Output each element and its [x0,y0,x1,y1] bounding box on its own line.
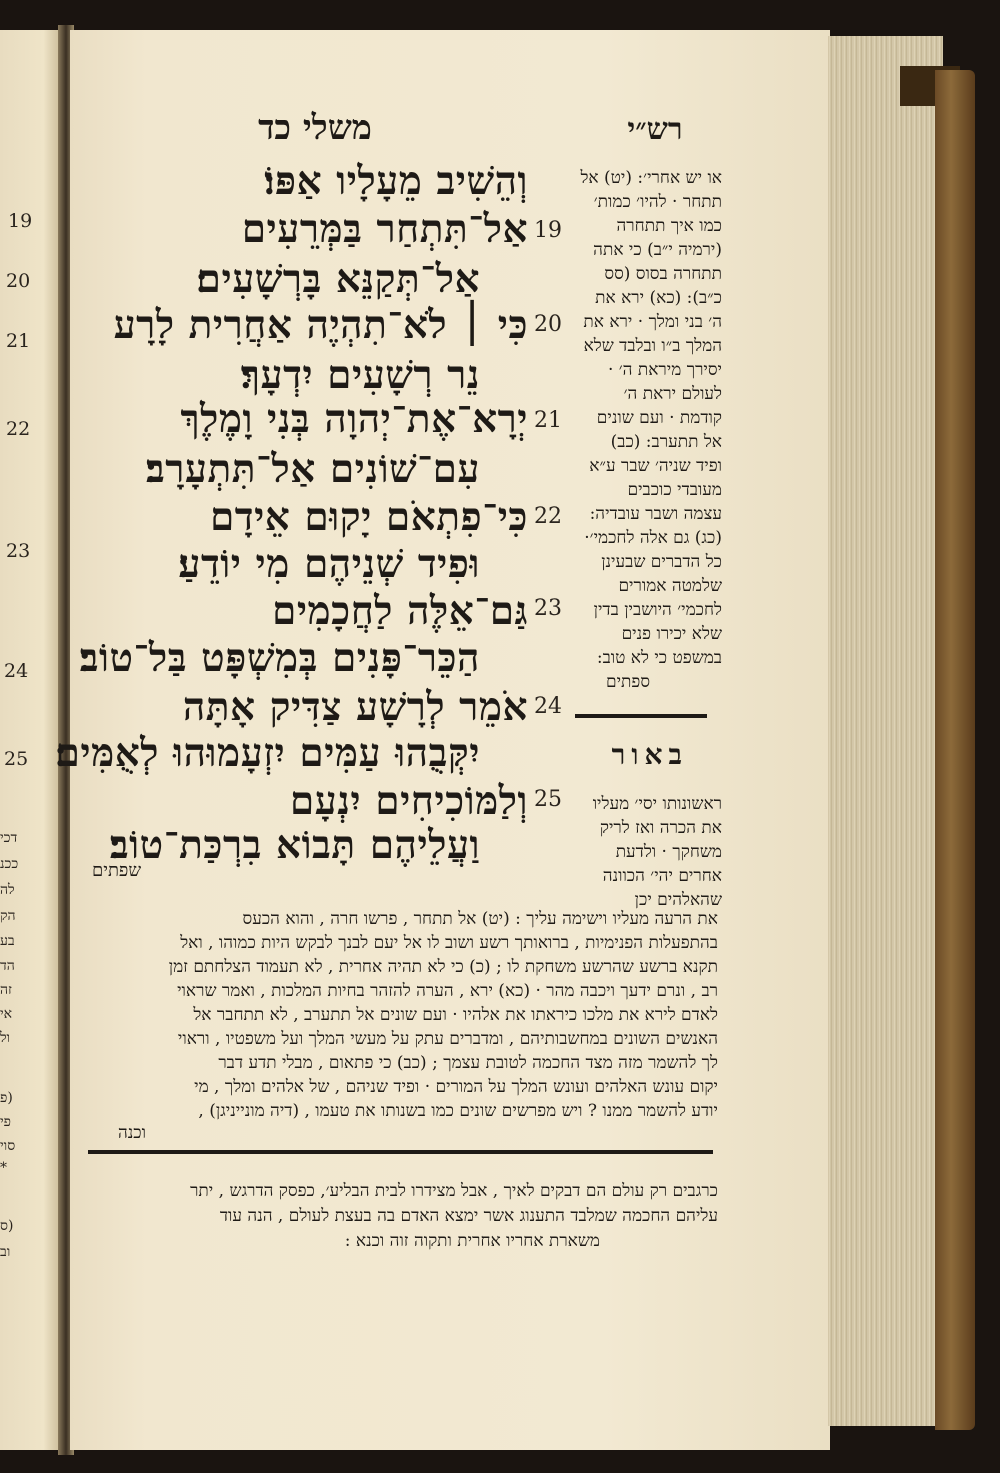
left-verse-number: 21 [6,330,31,352]
rashi-divider [575,714,707,718]
book-cover [935,70,975,1430]
commentary-line: רב , ונרם ידעך ויכבה מהר · (כא) ירא , הערה להזהר בחיות המלכות , ואמר שראוי [177,981,718,1001]
left-fragment: סוי [0,1138,16,1154]
rashi-line: עצמה ושבר עובדיה: [589,504,722,524]
rashi-line: אל תתערב: (כב) [610,432,722,452]
left-fragment: * [0,1160,7,1176]
rashi-line: לחכמי׳ היושבין בדין [593,600,722,620]
rashi-line: המלך ב״ו ובלבד שלא [583,336,722,356]
biur-line: את הכרה ואז לריק [599,818,722,838]
book-title-header: משלי כד [258,108,372,148]
left-fragment: דכי [0,830,18,846]
biur-line: משחקך · ולדעת [615,842,722,862]
verse-line: כִּי־פִתְאֹם יָקוּם אֵידָם [209,494,528,540]
left-verse-number: 24 [4,660,29,682]
footnote-line: כרגבים רק עולם הם דבקים לאיך , אבל מצידרו לבית הבליע׳, כפסק הדרגש , יתר [190,1181,718,1201]
commentary-line: את הרעה מעליו וישימה עליך : (יט) אל תתחר , פרשו חרה , והוא הכעס [242,909,718,929]
rashi-line: ה׳ בני ומלך · ירא את [583,312,722,332]
verse-line: אַל־תְּקַנֵּא בָּרְשָׁעִים׃ [196,256,480,302]
left-fragment: וב [0,1244,11,1260]
rashi-line: תתחרה בסוס (סס [604,264,722,284]
rashi-line: ספתים [605,672,650,692]
left-fragment: הד [0,958,15,974]
verse-line: וְלַמּוֹכִיחִים יִנְעָם [289,778,528,824]
rashi-line: קודמת · ועם שונים [596,408,722,428]
verse-line: וְהֵשִׁיב מֵעָלָיו אַפּוֹ׃ [263,158,528,204]
left-fragment: אי [0,1006,13,1022]
verse-line: אַל־תִּתְחַר בַּמְּרֵעִים [241,206,528,252]
verse-line: יִקְּבֻהוּ עַמִּים יִזְעָמוּהוּ לְאֻמִּים׃ [55,730,480,776]
footnote-divider [88,1150,713,1154]
left-fragment: זה [0,982,12,998]
rashi-line: תתחר · להיו׳ כמות׳ [593,192,722,212]
left-fragment: הק [0,908,16,924]
rashi-line: יסירך מיראת ה׳ · [607,360,722,380]
commentary-line: לאדם לירא את מלכו כיראתו את אלהיו · ועם שונים אל תתערב , לא תתחבר אל [193,1005,718,1025]
verse-number: 21 [534,408,562,433]
rashi-line: ופיד שניה׳ שבר ע״א [589,456,722,476]
left-verse-number: 25 [4,748,29,770]
verse-line: יְרָא־אֶת־יְהוָה בְּנִי וָמֶלֶךְ [180,396,528,442]
verse-line: הַכֵּר־פָּנִים בְּמִשְׁפָּט בַּל־טוֹב׃ [79,635,480,681]
rashi-line: (כג) גם אלה לחכמי׳· [584,528,722,548]
left-page [0,30,62,1450]
verse-line: עִם־שׁוֹנִים אַל־תִּתְעָרָב׃ [145,446,480,492]
left-fragment: (ס [0,1218,14,1234]
rashi-line: כמו איך תתחרה [616,216,722,236]
commentary-line: לך להשמר מזה מצד החכמה לטובת עצמך ; (כב) כי פתאום , מבלי תדע דבר [218,1053,718,1073]
commentary-title-header: רש״י [627,112,683,147]
biur-line: אחרים יהי׳ הכוונה [602,866,722,886]
commentary-line: יקום עונש האלהים ועונש המלך על המורים · ופיד שניהם , של אלהים ומלך , מי [194,1077,718,1097]
verse-line: אֹמֵר לְרָשָׁע צַדִּיק אָתָּה [182,684,528,730]
verse-line: גַּם־אֵלֶּה לַחֲכָמִים [271,588,528,634]
biur-title: באור [611,738,688,771]
rashi-line: שלא יכירו פנים [621,624,722,644]
verse-number: 20 [534,312,562,337]
footnote-line: עליהם החכמה שמלבד התענוג אשר ימצא האדם בה בעצת לעולם , הנה עוד [219,1206,718,1226]
rashi-line: כל הדברים שבעינן [601,552,722,572]
verse-number: 22 [534,504,562,529]
left-fragment: ול [0,1030,11,1046]
commentary-line: יודע להשמר ממנו ? ויש מפרשים שונים כמו בשנותו את טעמו , (דיה מונייניגן) , [198,1101,718,1121]
footnote-line: משארת אחריו אחרית ותקוה זוה וכנא : [344,1231,600,1251]
left-verse-number: 23 [6,540,31,562]
rashi-line: או יש אחרי׳: (יט) אל [580,168,722,188]
verse-line: נֵר רְשָׁעִים יִדְעָךְ׃ [240,352,480,398]
verse-number: 24 [534,694,562,719]
commentary-line: האנשים השונים במחשבותיהם , ומדברים עתק על מעשי המלך ועל משפטיו , וראוי [177,1029,718,1049]
left-fragment: בע [0,933,15,949]
rashi-line: לעולם יראת ה׳ [623,384,722,404]
biur-line: שהאלהים יכן [634,890,722,910]
verse-line: כִּי ׀ לֹא־תִהְיֶה אַחֲרִית לָרָע [113,302,528,348]
rashi-line: מעובדי כוכבים [627,480,722,500]
rashi-line: שלמטה אמורים [618,576,722,596]
rashi-line: במשפט כי לא טוב: [596,648,722,668]
rashi-line: כ״ב): (כא) ירא את [595,288,722,308]
verse-number: 25 [534,787,562,812]
commentary-line: תקנא ברשע שהרשע משחקת לו ; (כ) כי לא תהיה אחרית , לא תעמוד הצלחתם זמן [168,957,718,977]
left-fragment: (פ [0,1090,13,1106]
verse-line: וַעֲלֵיהֶם תָּבוֹא בִרְכַּת־טוֹב׃ [109,822,480,868]
left-fragment: לה [0,882,15,898]
page-edges [828,36,943,1426]
verse-number: 23 [534,596,562,621]
commentary-line: בהתפעלות הפנימיות , ברואותך רשע ושוב לו אל יעם לבנך לבקש היות כמוהו , ואל [180,933,718,953]
commentary-line: וכנה [118,1123,146,1143]
verse-line: וּפִיד שְׁנֵיהֶם מִי יוֹדֵעַ׃ [177,541,480,587]
rashi-line: (ירמיה י״ב) כי אתה [593,240,722,260]
sfatim-label: שפתים [92,860,142,881]
biur-line: ראשונותו יסי׳ מעליו [592,794,722,814]
left-fragment: ככנ [0,856,19,872]
left-fragment: פי [0,1114,12,1130]
left-verse-number: 19 [8,210,33,232]
left-verse-number: 20 [6,270,31,292]
verse-number: 19 [534,218,562,243]
left-verse-number: 22 [6,418,31,440]
